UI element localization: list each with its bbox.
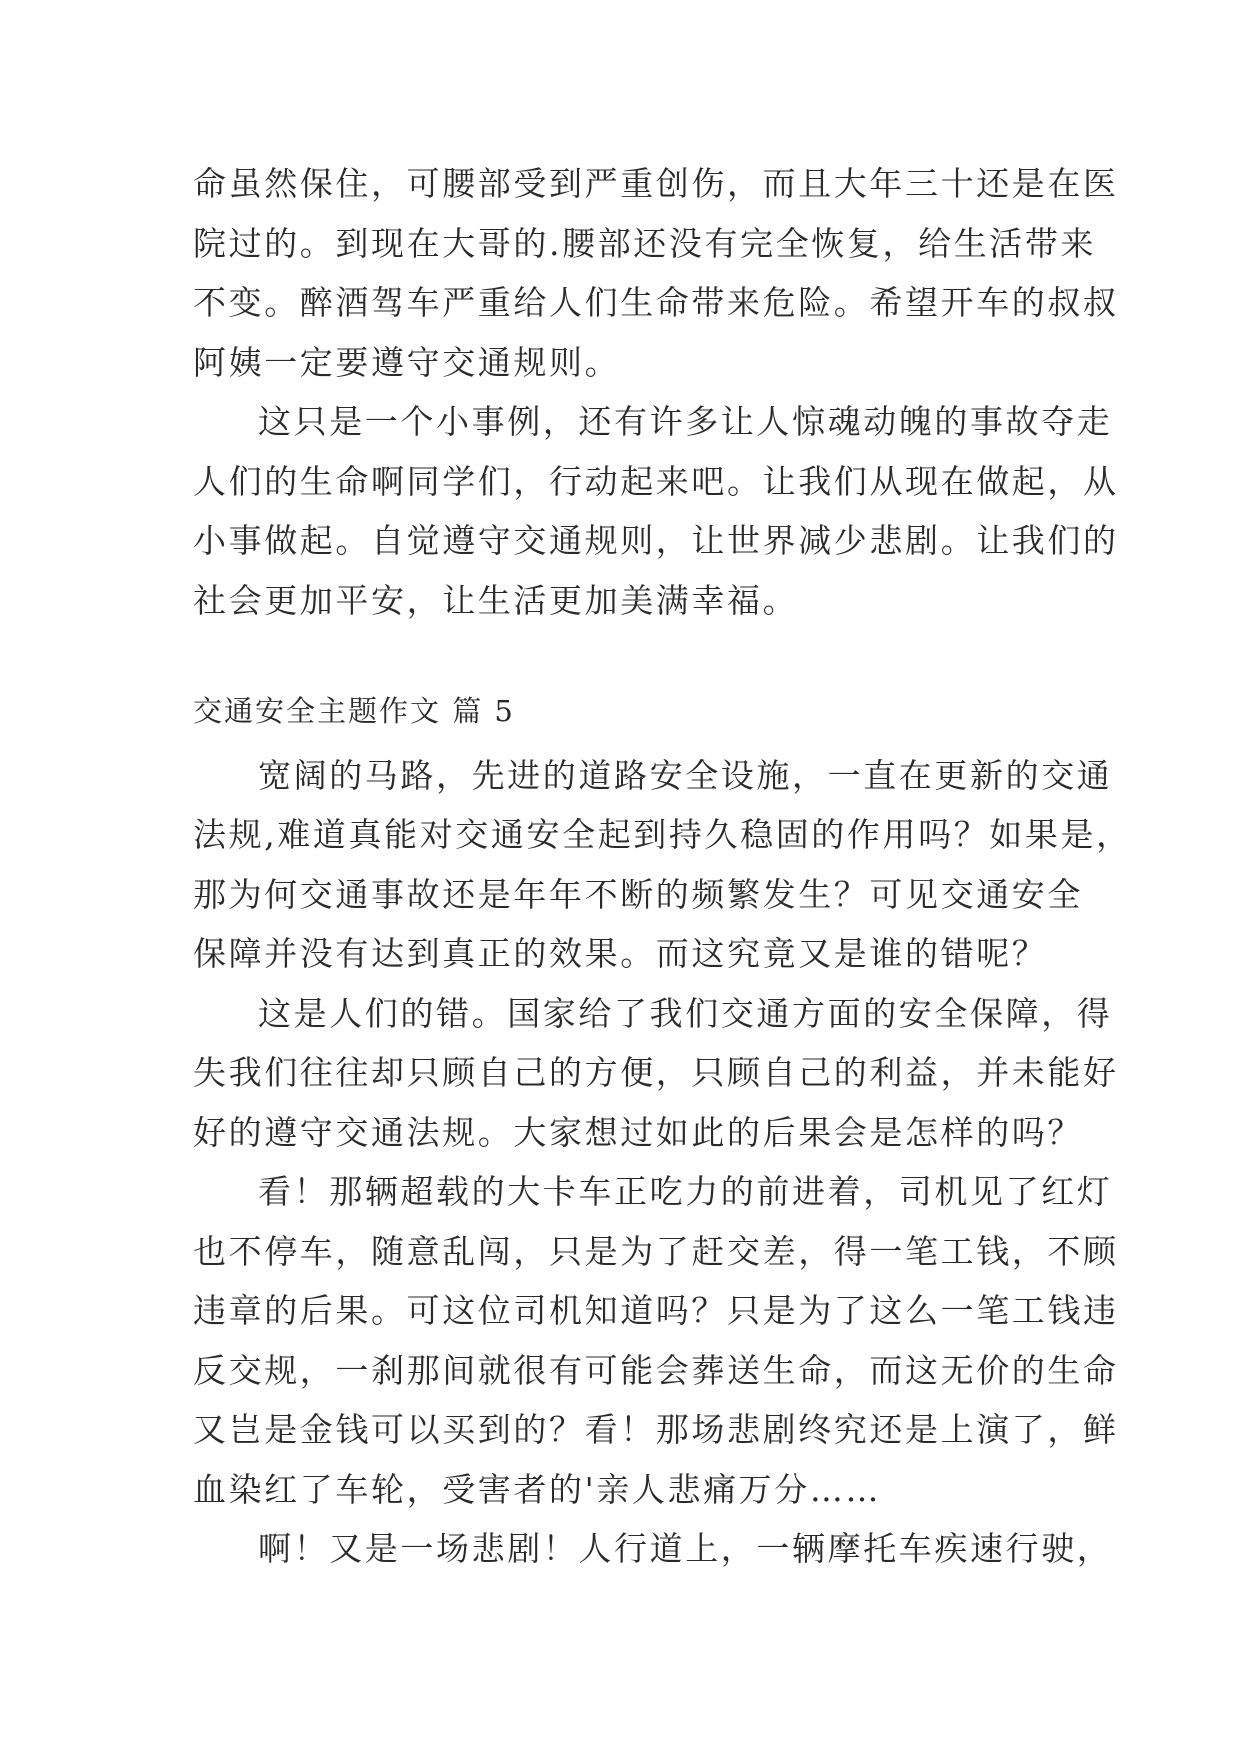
text-line-17: 也不停车，随意乱闯，只是为了赶交差，得一笔工钱，不顾	[193, 1232, 1119, 1271]
section-heading: 交通安全主题作文 篇 5	[193, 694, 515, 728]
text-line-4: 阿姨一定要遵守交通规则。	[193, 343, 621, 382]
text-line-11: 那为何交通事故还是年年不断的频繁发生？可见交通安全	[193, 875, 1083, 914]
text-line-21: 血染红了车轮，受害者的'亲人悲痛万分……	[193, 1470, 882, 1509]
text-line-10: 法规,难道真能对交通安全起到持久稳固的作用吗？如果是，	[193, 815, 1132, 854]
text-line-14: 失我们往往却只顾自己的方便，只顾自己的利益，并未能好	[193, 1053, 1119, 1092]
paragraph-start: 啊！又是一场悲剧！人行道上，一辆摩托车疾速行驶，	[258, 1529, 1113, 1568]
text-line-19: 反交规，一刹那间就很有可能会葬送生命，而这无价的生命	[193, 1351, 1119, 1390]
paragraph-start: 看！那辆超载的大卡车正吃力的前进着，司机见了红灯	[258, 1172, 1113, 1211]
text-line-3: 不变。醉酒驾车严重给人们生命带来危险。希望开车的叔叔	[193, 283, 1119, 322]
paragraph-start: 这是人们的错。国家给了我们交通方面的安全保障，得	[258, 994, 1113, 1033]
text-line-12: 保障并没有达到真正的效果。而这究竟又是谁的错呢？	[193, 934, 1048, 973]
text-line-20: 又岂是金钱可以买到的？看！那场悲剧终究还是上演了，鲜	[193, 1410, 1119, 1449]
paragraph-start: 这只是一个小事例，还有许多让人惊魂动魄的事故夺走	[258, 402, 1113, 441]
text-line-2: 院过的。到现在大哥的.腰部还没有完全恢复，给生活带来	[193, 224, 1097, 263]
text-line-7: 小事做起。自觉遵守交通规则，让世界减少悲剧。让我们的	[193, 521, 1119, 560]
text-line-8: 社会更加平安，让生活更加美满幸福。	[193, 581, 799, 620]
text-line-15: 好的遵守交通法规。大家想过如此的后果会是怎样的吗？	[193, 1113, 1083, 1152]
text-line-18: 违章的后果。可这位司机知道吗？只是为了这么一笔工钱违	[193, 1291, 1119, 1330]
paragraph-start: 宽阔的马路，先进的道路安全设施，一直在更新的交通	[258, 756, 1113, 795]
text-line-1: 命虽然保住，可腰部受到严重创伤，而且大年三十还是在医	[193, 164, 1119, 203]
text-line-6: 人们的生命啊同学们，行动起来吧。让我们从现在做起，从	[193, 462, 1119, 501]
